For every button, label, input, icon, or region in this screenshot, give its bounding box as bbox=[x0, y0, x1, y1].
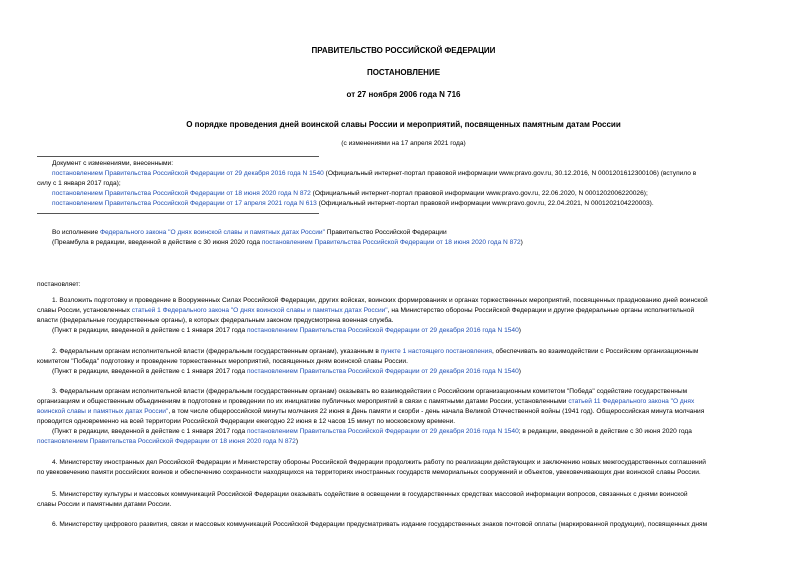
note-pre: (Пункт в редакции, введенной в действие с 1 января 2017 года bbox=[52, 428, 247, 435]
p2-line-b: комитетом "Победа" подготовку и проведение торжественных мероприятий, посвященных дням воинской славы России. bbox=[37, 358, 408, 365]
p3-c-post: , в том числе общероссийской минуты молчания 22 июня в День памяти и скорби - день начала Великой Отечественной войны (1941 год). Общероссийская минута молчания bbox=[168, 408, 705, 415]
p2-a-pre: 2. Федеральным органам исполнительной власти (федеральным государственным органам), указанным в bbox=[52, 348, 381, 355]
change-source: (Официальный интернет-портал правовой информации www.pravo.gov.ru, 22.06.2020, N 0001202006220026); bbox=[310, 190, 648, 197]
p2-line-a bbox=[52, 347, 698, 357]
p3-law-link[interactable]: статьей 11 Федерального закона "О днях bbox=[568, 398, 695, 405]
p1-line-c: власти (федеральные государственные органы), в которых федеральным законом предусмотрена военная служба. bbox=[37, 317, 394, 324]
note-mid: ; в редакции, введенной в действие с 30 июня 2020 года bbox=[518, 428, 692, 435]
document-title: О порядке проведения дней воинской славы России и мероприятий, посвященных памятным датам России bbox=[186, 120, 621, 129]
resolves-word: постановляет: bbox=[37, 281, 81, 288]
p5-line-a: 5. Министерству культуры и массовых коммуникаций Российской Федерации оказывать содействие в освещении в государственных средствах массовой информации вопросов, связанных с днями воинской bbox=[52, 491, 688, 498]
change-item bbox=[52, 169, 696, 179]
divider-top bbox=[37, 156, 319, 157]
p3-line-d: проводится одновременно на всей территории Российской Федерации ежегодно 22 июня в 12 часов 15 минут по московскому времени. bbox=[37, 418, 456, 425]
preamble-post: Правительство Российской Федерации bbox=[324, 229, 447, 236]
note-pre: (Пункт в редакции, введенной в действие с 1 января 2017 года bbox=[52, 368, 247, 375]
p1-line-b bbox=[37, 306, 694, 316]
note-link[interactable]: постановлением Правительства Российской Федерации от 18 июня 2020 года N 872 bbox=[261, 239, 521, 246]
note-link[interactable]: постановлением Правительства Российской Федерации от 29 декабря 2016 года N 1540 bbox=[246, 327, 519, 334]
preamble-note bbox=[52, 238, 523, 248]
document-status: (с изменениями на 17 апреля 2021 года) bbox=[341, 140, 466, 147]
p2-a-post: , обеспечивать во взаимодействии с Российским организационным bbox=[491, 348, 699, 355]
p5-line-b: славы России и памятными датами России. bbox=[37, 501, 172, 508]
note-post: ) bbox=[295, 438, 299, 445]
p4-line-b: по увековечению памяти российских воинов и обеспечению сохранности находящихся на территориях иностранных государств мемориальных сооружений и объектов, увековечивающих дни воинской славы России. bbox=[37, 469, 701, 476]
p3-note bbox=[52, 427, 692, 437]
p4-line-a: 4. Министерству иностранных дел Российской Федерации и Министерству обороны Российской Федерации продолжить работу по реализации действующих и заключению новых межгосударственных соглашений bbox=[52, 459, 706, 466]
p1-line-a: 1. Возложить подготовку и проведение в Вооруженных Силах Российской Федерации, других войсках, воинских формированиях и органах торжественных мероприятий, посвященных празднованию дней воинской bbox=[52, 297, 708, 304]
note-pre: (Преамбула в редакции, введенной в действие с 30 июня 2020 года bbox=[52, 239, 262, 246]
preamble-law-link[interactable]: Федерального закона "О днях воинской славы и памятных датах России" bbox=[99, 229, 325, 236]
p2-point-link[interactable]: пункте 1 настоящего постановления bbox=[380, 348, 492, 355]
document-org: ПРАВИТЕЛЬСТВО РОССИЙСКОЙ ФЕДЕРАЦИИ bbox=[311, 46, 496, 55]
p3-b-pre: организациям и общественным объединениям в подготовке и проведении по их инициативе публичных мероприятий в связи с памятными датами России, установленными bbox=[37, 398, 569, 405]
change-source: (Официальный интернет-портал правовой информации www.pravo.gov.ru, 22.04.2021, N 0001202104220003). bbox=[316, 200, 654, 207]
p3-law-link-cont[interactable]: воинской славы и памятных датах России" bbox=[37, 408, 169, 415]
document-date: от 27 ноября 2006 года N 716 bbox=[346, 90, 461, 99]
document-type: ПОСТАНОВЛЕНИЕ bbox=[366, 68, 441, 77]
p1-b-post: , на Министерство обороны Российской Федерации и другие федеральные органы исполнительной bbox=[387, 307, 695, 314]
note-link[interactable]: постановлением Правительства Российской Федерации от 18 июня 2020 года N 872 bbox=[37, 438, 296, 445]
change-source: (Официальный интернет-портал правовой информации www.pravo.gov.ru, 30.12.2016, N 0001201612300106) (вступило в bbox=[323, 170, 697, 177]
preamble bbox=[52, 228, 447, 238]
divider-bottom bbox=[37, 213, 319, 214]
change-link[interactable]: постановлением Правительства Российской Федерации от 29 декабря 2016 года N 1540 bbox=[52, 170, 324, 177]
p1-b-pre: славы России, установленных bbox=[37, 307, 132, 314]
preamble-pre: Во исполнение bbox=[52, 229, 100, 236]
note-post: ) bbox=[520, 239, 523, 246]
note-pre: (Пункт в редакции, введенной в действие с 1 января 2017 года bbox=[52, 327, 247, 334]
note-link[interactable]: постановлением Правительства Российской Федерации от 29 декабря 2016 года N 1540 bbox=[246, 368, 519, 375]
p1-law-link[interactable]: статьей 1 Федерального закона "О днях воинской славы и памятных датах России" bbox=[131, 307, 388, 314]
p3-line-b bbox=[37, 397, 694, 407]
note-post: ) bbox=[518, 327, 521, 334]
p1-note bbox=[52, 326, 521, 336]
note-link[interactable]: постановлением Правительства Российской Федерации от 29 декабря 2016 года N 1540 bbox=[246, 428, 519, 435]
change-link[interactable]: постановлением Правительства Российской Федерации от 18 июня 2020 года N 872 bbox=[52, 190, 311, 197]
p3-line-a: 3. Федеральным органам исполнительной власти (федеральным государственным органам) оказывать во взаимодействии с Российским организационным комитетом "Победа" содействие государственным bbox=[52, 388, 688, 395]
change-item-cont: силу с 1 января 2017 года); bbox=[37, 180, 121, 187]
change-item bbox=[52, 189, 648, 199]
change-item bbox=[52, 199, 654, 209]
p3-line-c bbox=[37, 407, 704, 417]
p3-note-cont bbox=[37, 437, 298, 447]
changes-intro: Документ с изменениями, внесенными: bbox=[52, 160, 174, 167]
p2-note bbox=[52, 367, 521, 377]
p6-line-a: 6. Министерству цифрового развития, связи и массовых коммуникаций Российской Федерации предусматривать издание государственных знаков почтовой оплаты (маркированной продукции), посвященных дням bbox=[52, 521, 708, 528]
change-link[interactable]: постановлением Правительства Российской Федерации от 17 апреля 2021 года N 613 bbox=[52, 200, 317, 207]
note-post: ) bbox=[518, 368, 521, 375]
